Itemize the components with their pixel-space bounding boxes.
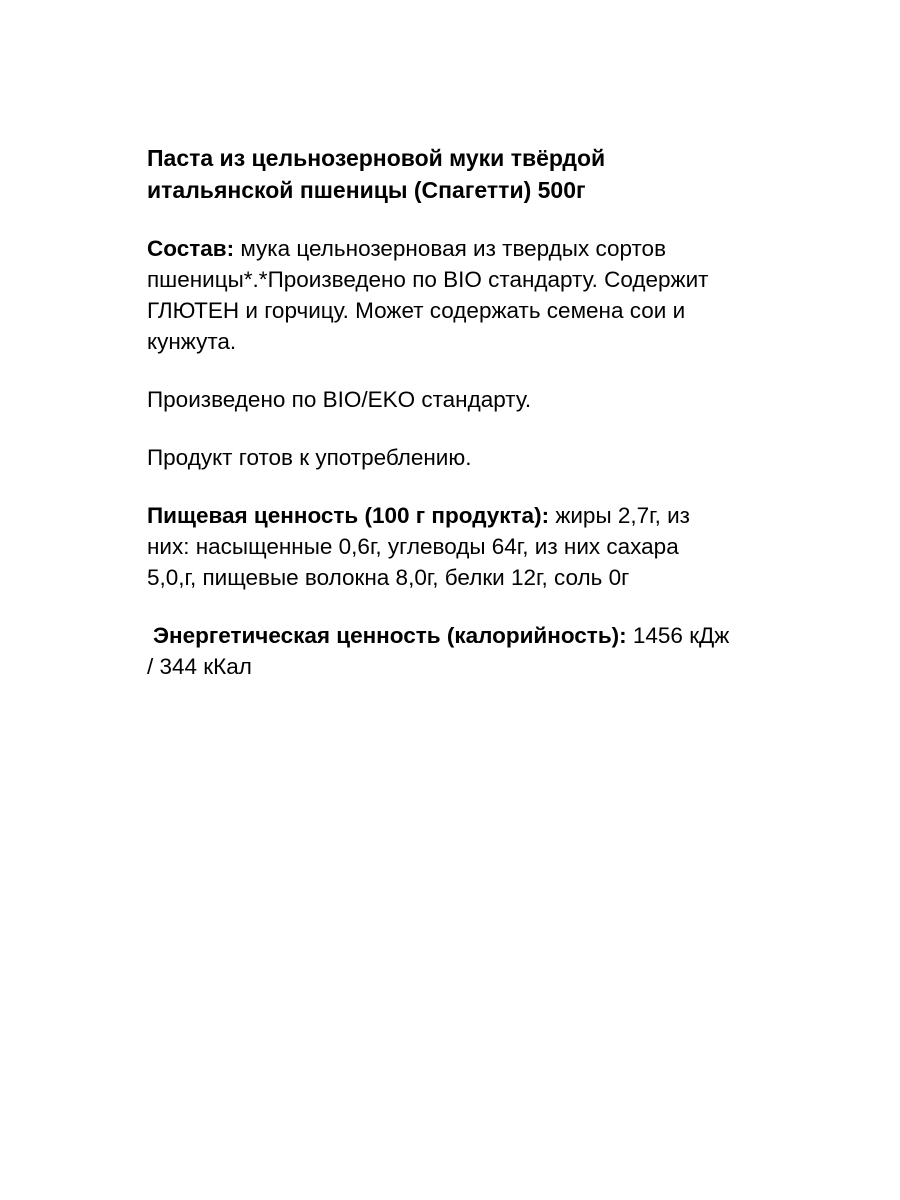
nutrition-line-3: 5,0,г, пищевые волокна 8,0г, белки 12г, соль 0г bbox=[147, 565, 630, 590]
ready-text: Продукт готов к употреблению. bbox=[147, 445, 472, 470]
document-body bbox=[147, 142, 847, 709]
product-title-line-1: Паста из цельнозерновой муки твёрдой bbox=[147, 145, 606, 171]
energy-line-2: / 344 кКал bbox=[147, 654, 252, 679]
energy-section bbox=[147, 620, 847, 682]
composition-line-1 bbox=[147, 233, 847, 264]
energy-text-1: 1456 кДж bbox=[626, 623, 730, 648]
composition-line-4: кунжута. bbox=[147, 329, 237, 354]
nutrition-line-1 bbox=[147, 500, 847, 531]
nutrition-text-1: жиры 2,7г, из bbox=[549, 503, 690, 528]
standard-text: Произведено по BIO/EKO стандарту. bbox=[147, 387, 532, 412]
composition-section bbox=[147, 233, 847, 357]
composition-label: Состав: bbox=[147, 236, 235, 261]
nutrition-line-2: них: насыщенные 0,6г, углеводы 64г, из них сахара bbox=[147, 534, 679, 559]
composition-text-1: мука цельнозерновая из твердых сортов bbox=[234, 236, 667, 261]
product-title-line-2: итальянской пшеницы (Спагетти) 500г bbox=[147, 177, 586, 203]
energy-line-1 bbox=[153, 620, 847, 651]
ready-section bbox=[147, 442, 847, 473]
energy-label: Энергетическая ценность (калорийность): bbox=[153, 623, 627, 648]
composition-line-3: ГЛЮТЕН и горчицу. Может содержать семена сои и bbox=[147, 298, 686, 323]
nutrition-label: Пищевая ценность (100 г продукта): bbox=[147, 503, 550, 528]
standard-section bbox=[147, 384, 847, 415]
composition-line-2: пшеницы*.*Произведено по BIO стандарту. Содержит bbox=[147, 267, 709, 292]
product-title bbox=[147, 142, 847, 206]
nutrition-section bbox=[147, 500, 847, 593]
